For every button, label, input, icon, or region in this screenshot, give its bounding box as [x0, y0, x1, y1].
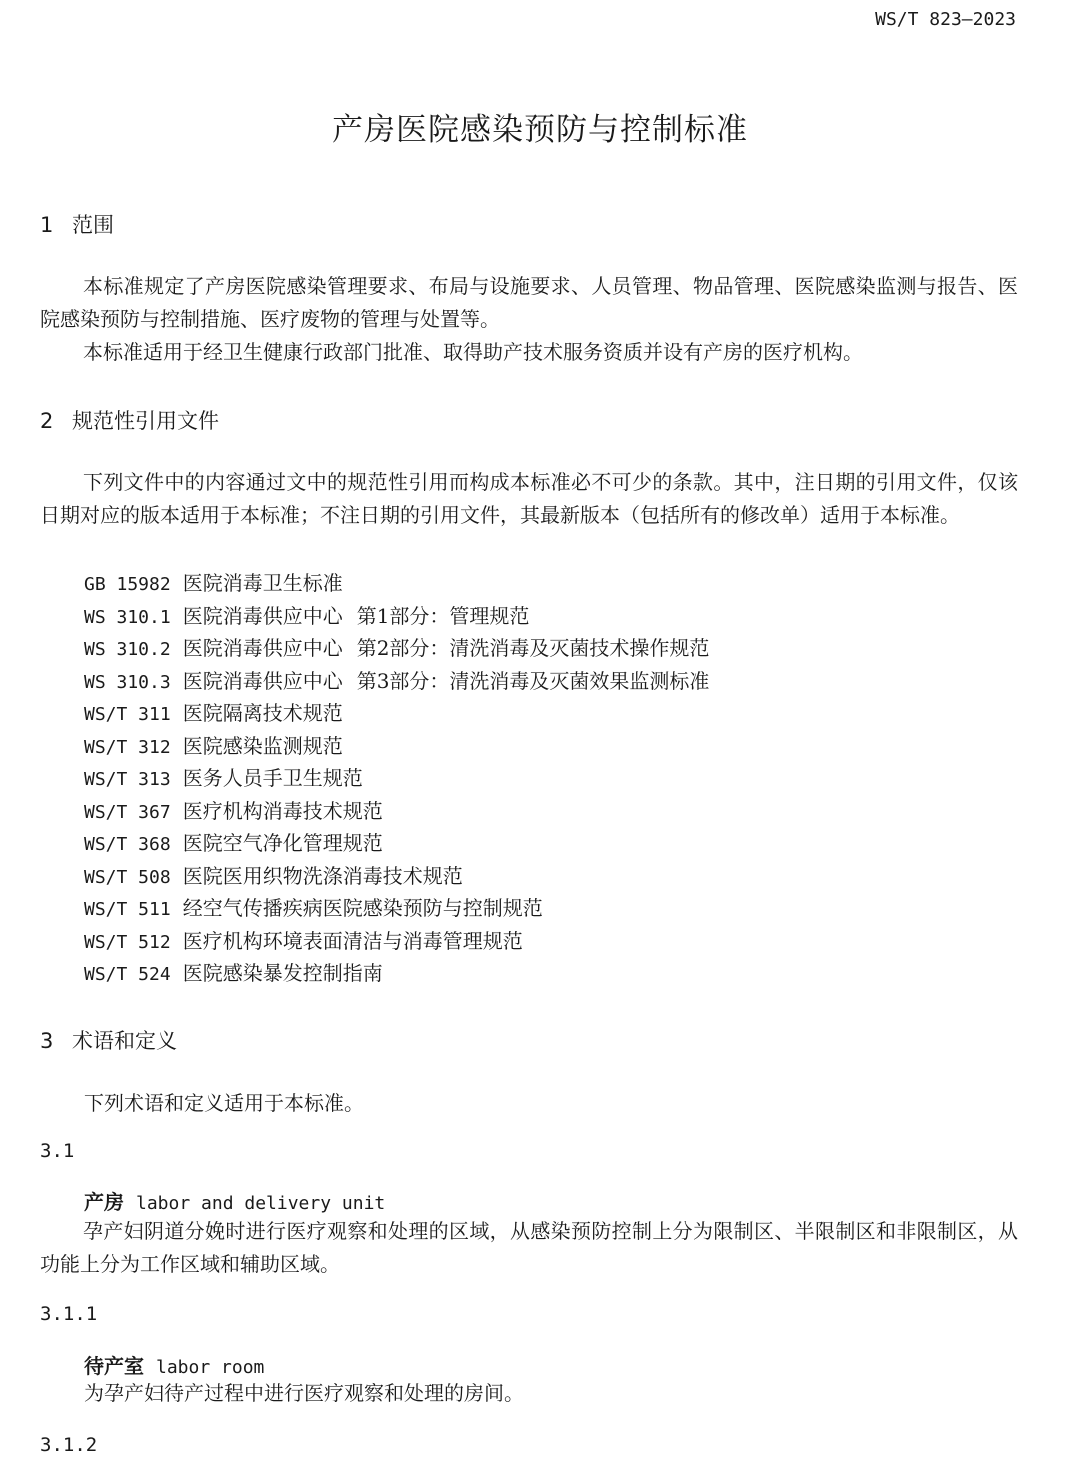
reference-item [84, 632, 709, 661]
reference-item [84, 827, 383, 856]
section-number: 1 [40, 213, 54, 237]
term-definition: 孕产妇阴道分娩时进行医疗观察和处理的区域，从感染预防控制上分为限制区、半限制区和非限制区，从功能上分为工作区域和辅助区域。 [40, 1219, 1018, 1276]
reference-item [84, 795, 383, 824]
reference-title: 医院消毒供应中心 [182, 636, 343, 660]
term-chinese: 产房 [84, 1190, 124, 1214]
reference-title: 医院医用织物洗涤消毒技术规范 [182, 864, 463, 888]
terms-intro-paragraph: 下列术语和定义适用于本标准。 [84, 1091, 364, 1115]
scope-paragraph-1: 本标准规定了产房医院感染管理要求、布局与设施要求、人员管理、物品管理、医院感染监测与报告、医院感染预防与控制措施、医疗废物的管理与处置等。 [40, 274, 1018, 331]
section-number: 2 [40, 409, 54, 433]
reference-title: 医院空气净化管理规范 [182, 831, 383, 855]
reference-item [84, 892, 543, 921]
reference-item [84, 567, 343, 596]
reference-title: 医院消毒供应中心 [182, 604, 343, 628]
clause-number: 3.1.1 [40, 1303, 98, 1325]
reference-title: 医院感染暴发控制指南 [182, 961, 383, 985]
term-english: labor and delivery unit [136, 1193, 386, 1214]
section-heading-normative-references [40, 405, 219, 435]
reference-item [84, 697, 343, 726]
reference-part: 第1部分：管理规范 [356, 604, 530, 628]
reference-part: 第3部分：清洗消毒及灭菌效果监测标准 [356, 669, 710, 693]
reference-title: 医务人员手卫生规范 [182, 766, 363, 790]
reference-code: WS 310.2 [84, 639, 171, 660]
reference-title: 医院消毒供应中心 [182, 669, 343, 693]
reference-title: 医院感染监测规范 [182, 734, 343, 758]
clause-number: 3.1.2 [40, 1434, 98, 1456]
reference-title: 医疗机构环境表面清洁与消毒管理规范 [182, 929, 523, 953]
term-chinese: 待产室 [84, 1354, 144, 1378]
reference-code: WS/T 313 [84, 769, 171, 790]
reference-item [84, 860, 463, 889]
reference-code: WS 310.3 [84, 672, 171, 693]
reference-code: WS/T 311 [84, 704, 171, 725]
reference-item [84, 762, 363, 791]
section-heading-scope [40, 209, 114, 239]
reference-item [84, 925, 523, 954]
reference-item [84, 665, 709, 694]
term-entry [84, 1350, 264, 1379]
reference-code: WS/T 524 [84, 964, 171, 985]
reference-code: WS/T 511 [84, 899, 171, 920]
scope-paragraph-2: 本标准适用于经卫生健康行政部门批准、取得助产技术服务资质并设有产房的医疗机构。 [83, 340, 863, 364]
reference-code: WS/T 367 [84, 802, 171, 823]
section-title: 范围 [72, 213, 114, 237]
reference-part: 第2部分：清洗消毒及灭菌技术操作规范 [356, 636, 710, 660]
section-number: 3 [40, 1029, 54, 1053]
page-title: 产房医院感染预防与控制标准 [332, 112, 748, 148]
section-title: 规范性引用文件 [72, 409, 219, 433]
document-code: WS/T 823—2023 [875, 9, 1016, 30]
term-definition: 为孕产妇待产过程中进行医疗观察和处理的房间。 [84, 1381, 524, 1405]
term-entry [84, 1186, 385, 1215]
references-intro-paragraph: 下列文件中的内容通过文中的规范性引用而构成本标准必不可少的条款。其中，注日期的引用文件，仅该日期对应的版本适用于本标准；不注日期的引用文件，其最新版本（包括所有的修改单）适用于本标准。 [40, 470, 1018, 527]
reference-code: WS 310.1 [84, 607, 171, 628]
section-title: 术语和定义 [72, 1029, 177, 1053]
reference-code: WS/T 368 [84, 834, 171, 855]
section-heading-terms-definitions [40, 1025, 177, 1055]
reference-code: WS/T 312 [84, 737, 171, 758]
reference-title: 医院隔离技术规范 [182, 701, 343, 725]
reference-title: 经空气传播疾病医院感染预防与控制规范 [182, 896, 543, 920]
reference-item [84, 600, 529, 629]
clause-number: 3.1 [40, 1140, 75, 1162]
reference-code: WS/T 512 [84, 932, 171, 953]
reference-title: 医院消毒卫生标准 [182, 571, 343, 595]
reference-title: 医疗机构消毒技术规范 [182, 799, 383, 823]
reference-item [84, 957, 383, 986]
term-english: labor room [156, 1357, 265, 1378]
reference-code: GB 15982 [84, 574, 171, 595]
reference-code: WS/T 508 [84, 867, 171, 888]
reference-item [84, 730, 343, 759]
